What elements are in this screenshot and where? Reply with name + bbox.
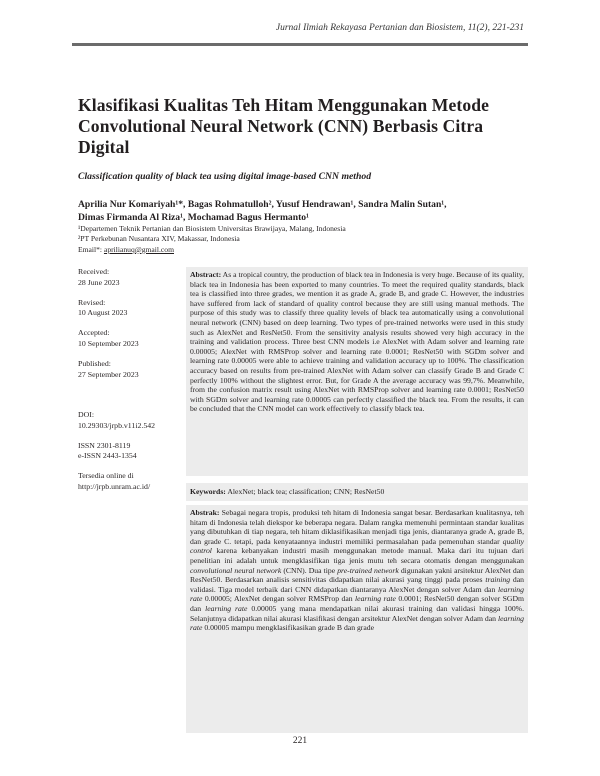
abstrak-text: 0.00005 yang mana mendapatkan nilai akurasi training dan validasi hingga 100%. Selanjutnya didapatkan nilai akurasi klasifikasi dengan arsitektur AlexNet dengan solver Adam dan [190,603,525,623]
abstrak-term: learning rate [205,603,248,613]
accepted-label: Accepted: [78,328,110,338]
abstrak-term: learning rate [190,613,524,633]
revised-label: Revised: [78,297,106,307]
abstrak-text: digunakan yakni arsitektur AlexNet dan ResNet50. Berdasarkan analisis sensitivitas didapatkan nilai akurasi yang tinggi pada proses [190,565,524,585]
abstract-english-box [186,267,528,476]
article-subtitle: Classification quality of black tea using digital image-based CNN method [78,171,372,182]
issn: ISSN 2301-8119 [78,440,131,450]
published-date: 27 September 2023 [78,369,139,379]
revised-date: 10 August 2023 [78,308,128,318]
abstrak-text: 0.00005; AlexNet dengan solver RMSProp dan [202,594,356,604]
page-number: 221 [292,736,308,746]
abstrak-term: pre-trained network [337,565,399,575]
keywords [190,487,384,496]
accepted-date: 10 September 2023 [78,338,139,348]
abstract-indonesian-box [186,505,528,733]
received-date: 28 June 2023 [78,277,120,287]
header-rule [72,43,528,46]
affiliations [78,224,528,255]
abstrak-term: quality control [190,536,524,556]
journal-url[interactable]: http://jrpb.unram.ac.id/ [78,481,151,491]
abstract-text: As a tropical country, the production of black tea in Indonesia is very huge. Because of its quality, black tea in Indonesia has been exported to many countries. To meet the required quality standards, black tea is classified into three grades, we mention it as grade A, grade B, and grade C. However, the industries have suffered from lack of standard of quality control because they are still using manual methods. The purpose of this study was to classify three quality levels of black tea automatically using a convolutional neural network (CNN) based on deep learning. Two types of pre-trained networks were used in this study such as AlexNet and ResNet50. From the sensitivity analysis results showed very high accuracy in the training and validation process. Three best CNN models i.e AlexNet with Adam solver and learning rate 0.00005; AlexNet with RMSProp solver and learning rate 0.0001; ResNet50 with SGDm solver and learning rate 0.00005 were able to achieve training and validation accuracy up to 100%. The classification accuracy based on results from pre-trained AlexNet with Adam solver can classify Grade B and Grade C perfectly 100% without the slightest error. But, for Grade A the average accuracy was 99,7%. Meanwhile, from the confusion matrix result using AlexNet with RMSProp solver and learning rate 0.0001; ResNet50 with SGDm solver and learning rate 0.00005 can perfectly classified the black tea. From the results, it can be concluded that the CNN model can work effectively to classify black tea. [190,270,524,414]
doi-link[interactable]: 10.29303/jrpb.v11i2.542 [78,420,156,430]
received-label: Received: [78,267,110,276]
article-history [78,267,178,380]
abstract-indonesian [190,508,524,633]
abstrak-term: learning rate [190,584,524,604]
abstract-english [190,270,524,414]
abstrak-term: training [485,575,511,585]
abstrak-text: 0.00005 mampu mengklasifikasikan grade B dan grade [202,623,375,633]
affiliation-1: ¹Departemen Teknik Pertanian dan Biosistem Universitas Brawijaya, Malang, Indonesia [78,224,346,233]
author-list [78,198,528,224]
email-link[interactable]: aprilianuq@gmail.com [103,244,174,254]
article-title: Klasifikasi Kualitas Teh Hitam Menggunakan Metode Convolutional Neural Network (CNN) Berbasis Citra Digital [78,95,490,157]
abstract-label: Abstract: [190,270,222,279]
doi-label: DOI: [78,410,95,419]
abstrak-text: karena kebanyakan industri masih menggunakan metode manual. Maka dari itu tujuan dari penelitian ini adalah untuk mengklasifikan tiga jenis mutu teh secara otomatis dengan menggunakan [190,546,524,565]
affiliation-2: ²PT Perkebunan Nusantara XIV, Makassar, Indonesia [78,234,240,244]
abstrak-text: 0.0001; ResNet50 dengan solver SGDm dan [190,594,524,613]
abstrak-label: Abstrak: [190,508,220,517]
keywords-box [186,483,528,501]
author-line-1: Aprilia Nur Komariyah¹*, Bagas Rohmatulloh², Yusuf Hendrawan¹, Sandra Malin Sutan¹, [78,199,447,210]
online-label: Tersedia online di [78,471,134,481]
corresponding-email [78,245,528,255]
journal-header: Jurnal Ilmiah Rekayasa Pertanian dan Biosistem, 11(2), 221-231 [275,23,524,33]
keywords-label: Keywords: [190,487,226,496]
article-identifiers [78,410,178,493]
abstrak-text: (CNN). Dua tipe [281,565,338,575]
abstrak-term: learning rate [355,594,396,604]
abstrak-text: dan validasi. Tiga model terbaik dari CNN didapatkan diantaranya AlexNet dengan solver Adam dan [190,575,524,594]
email-label: Email*: [78,244,104,254]
published-label: Published: [78,358,111,368]
abstrak-text: Sebagai negara tropis, produksi teh hitam di Indonesia sangat besar. Berdasarkan kualitasnya, teh hitam di Indonesia telah diekspor ke beberapa negara. Dalam rangka memenuhi permintaan standar kualitas yang dibutuhkan di tiap negara, teh hitam diklasifikasikan menjadi tiga jenis, diantaranya grade A, grade B, dan grade C. tetapi, pada kenyataannya industri memiliki permasalahan pada pemenuhan standar [190,508,524,546]
abstrak-term: convolutional neural network [190,565,282,575]
keywords-text: AlexNet; black tea; classification; CNN; ResNet50 [225,487,385,496]
author-line-2: Dimas Firmanda Al Riza¹, Mochamad Bagus Hermanto¹ [78,212,309,223]
eissn: e-ISSN 2443-1354 [78,451,137,461]
